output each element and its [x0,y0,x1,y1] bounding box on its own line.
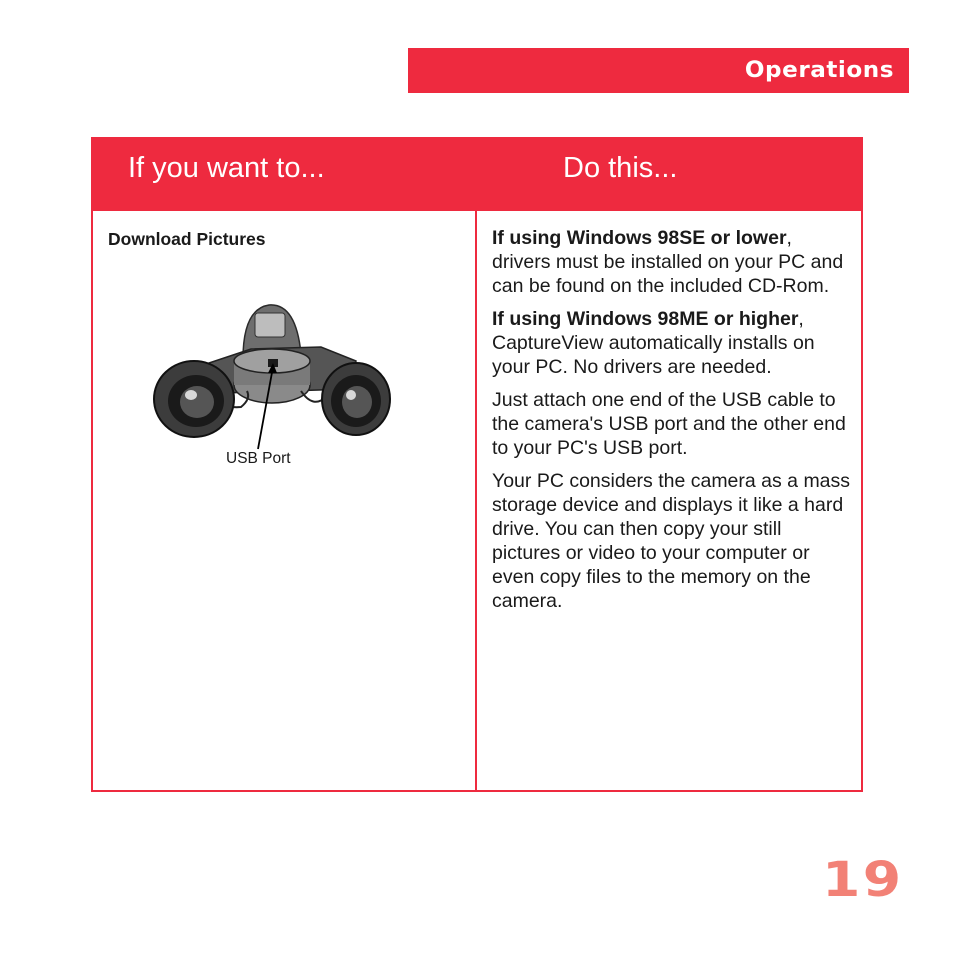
column-header-right: Do this... [477,139,861,211]
paragraph-mass-storage: Your PC considers the camera as a mass storage device and displays it like a hard drive. You can then copy your still pictures or video to your computer or even copy files to the memory on the camera. [492,470,851,612]
paragraph-attach-usb: Just attach one end of the USB cable to the camera's USB port and the other end to your PC's USB port. [492,389,846,459]
paragraph-win98me: If using Windows 98ME or higher, CaptureView automatically installs on your PC. No drivers are needed. [492,308,815,378]
instruction-table [91,137,863,792]
section-title: Operations [744,58,894,83]
paragraph-win98se: If using Windows 98SE or lower, drivers must be installed on your PC and can be found on the included CD-Rom. [492,227,844,297]
column-divider [475,139,477,790]
column-header-left: If you want to... [93,139,475,211]
page-number: 19 [822,852,904,908]
task-title: Download Pictures [108,229,266,249]
instructions-text [492,226,854,622]
usb-port-label: USB Port [226,450,291,467]
section-banner [408,48,909,93]
